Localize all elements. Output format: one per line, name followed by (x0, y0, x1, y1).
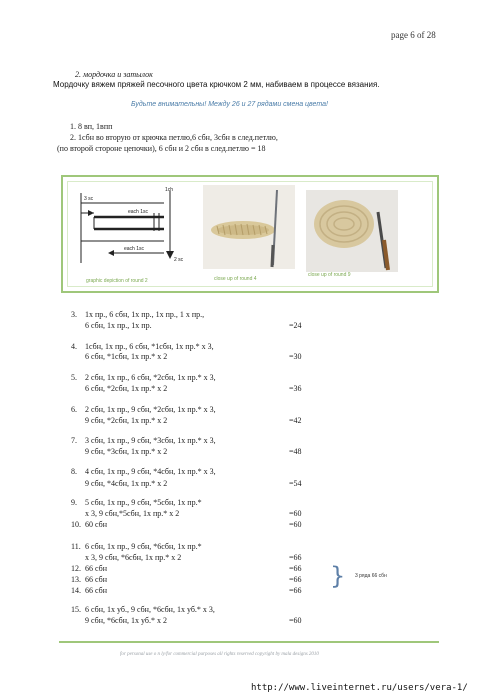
row-2-line-2: (по второй стороне цепочки), 6 сбн и 2 сбн в след.петлю = 18 (57, 144, 266, 153)
row-number: 7. (71, 436, 77, 445)
row-text: 5 сбн, 1х пр., 9 сбн, *5сбн, 1х пр.* (85, 498, 202, 507)
row-text: 2 сбн, 1х пр., 9 сбн, *2сбн, 1х пр.* х 3, (85, 405, 216, 414)
row-number: 12. (71, 564, 81, 573)
row-total: =60 (289, 616, 302, 625)
row-text: 6 сбн, 1х пр., 9 сбн, *6сбн, 1х пр.* (85, 542, 202, 551)
label-each-1sc-top: each 1sc (128, 209, 149, 215)
row-text: 6 сбн, *1сбн, 1х пр.* х 2 (85, 352, 168, 361)
row-text: 66 сбн (85, 586, 107, 595)
row-text: 66 сбн (85, 575, 107, 584)
row-number: 10. (71, 520, 81, 529)
caption-round-2: graphic depiction of round 2 (86, 278, 148, 284)
photo-round-4 (203, 185, 295, 269)
row-number: 3. (71, 310, 77, 319)
page-number: page 6 of 28 (391, 30, 436, 40)
row-text: 6 сбн, *2сбн, 1х пр.* х 2 (85, 384, 168, 393)
source-url-link[interactable]: http://www.liveinternet.ru/users/vera-1/ (251, 683, 468, 693)
row-total: =30 (289, 352, 302, 361)
footer-divider (59, 641, 439, 643)
row-total: =24 (289, 321, 302, 330)
row-1: 1. 8 вп, 1впп (70, 122, 113, 131)
row-text: 6 сбн, 1х пр., 1х пр. (85, 321, 152, 330)
row-text: 9 сбн, *3сбн, 1х пр.* х 2 (85, 447, 168, 456)
row-text: х 3, 9 сбн, *6сбн, 1х пр.* х 2 (85, 553, 182, 562)
row-text: 6 сбн, 1х уб., 9 сбн, *6сбн, 1х уб.* х 3, (85, 605, 215, 614)
row-text: х 3, 9 сбн,*5сбн, 1х пр.* х 2 (85, 509, 180, 518)
row-number: 14. (71, 586, 81, 595)
caption-round-9: close up of round 9 (308, 272, 351, 278)
row-total: =60 (289, 509, 302, 518)
row-number: 4. (71, 342, 77, 351)
row-number: 5. (71, 373, 77, 382)
row-total: =36 (289, 384, 302, 393)
row-2-line-1: 2. 1сбн во вторую от крючка петлю,6 сбн, 3сбн в след.петлю, (70, 133, 278, 142)
row-text: 9 сбн, *4сбн, 1х пр.* х 2 (85, 479, 168, 488)
row-text: 60 сбн (85, 520, 107, 529)
row-total: =60 (289, 520, 302, 529)
row-total: =66 (289, 586, 302, 595)
round-2-diagram (74, 183, 190, 275)
caption-round-4: close up of round 4 (214, 276, 257, 282)
row-number: 8. (71, 467, 77, 476)
label-2sc: 2 sc (174, 257, 184, 263)
row-text: 3 сбн, 1х пр., 9 сбн, *3сбн, 1х пр.* х 3, (85, 436, 216, 445)
row-text: 9 сбн, *2сбн, 1х пр.* х 2 (85, 416, 168, 425)
row-text: 2 сбн, 1х пр., 6 сбн, *2сбн, 1х пр.* х 3, (85, 373, 216, 382)
row-text: 66 сбн (85, 564, 107, 573)
brace-icon: } (330, 562, 346, 590)
section-intro: Мордочку вяжем пряжей песочного цвета крючком 2 мм, набиваем в процессе вязания. (53, 80, 380, 89)
row-total: =54 (289, 479, 302, 488)
row-number: 15. (71, 605, 81, 614)
row-text: 1сбн, 1х пр., 6 сбн, *1сбн, 1х пр.* х 3, (85, 342, 214, 351)
row-text: 1х пр., 6 сбн, 1х пр., 1х пр., 1 х пр., (85, 310, 205, 319)
color-change-warning: Будьте внимательны! Между 26 и 27 рядами смена цвета! (131, 101, 328, 108)
row-text: 4 сбн, 1х пр., 9 сбн, *4сбн, 1х пр.* х 3, (85, 467, 216, 476)
row-total: =66 (289, 564, 302, 573)
brace-note: 3 ряда 66 сбн (355, 573, 387, 579)
photo-round-9 (306, 190, 398, 272)
label-3sc: 3 sc (84, 196, 94, 202)
row-total: =66 (289, 575, 302, 584)
row-number: 13. (71, 575, 81, 584)
label-each-1sc-bottom: each 1sc (124, 246, 145, 252)
row-total: =42 (289, 416, 302, 425)
section-title: 2. мордочка и затылок (75, 70, 153, 79)
row-text: 9 сбн, *6сбн, 1х уб.* х 2 (85, 616, 167, 625)
row-total: =66 (289, 553, 302, 562)
label-1ch: 1ch (165, 187, 174, 193)
row-number: 9. (71, 498, 77, 507)
row-total: =48 (289, 447, 302, 456)
row-number: 11. (71, 542, 81, 551)
row-number: 6. (71, 405, 77, 414)
copyright-footer: for personal use o n ly/for commercial purposes all rights reserved copyright by mala designs 2010 (120, 652, 319, 657)
